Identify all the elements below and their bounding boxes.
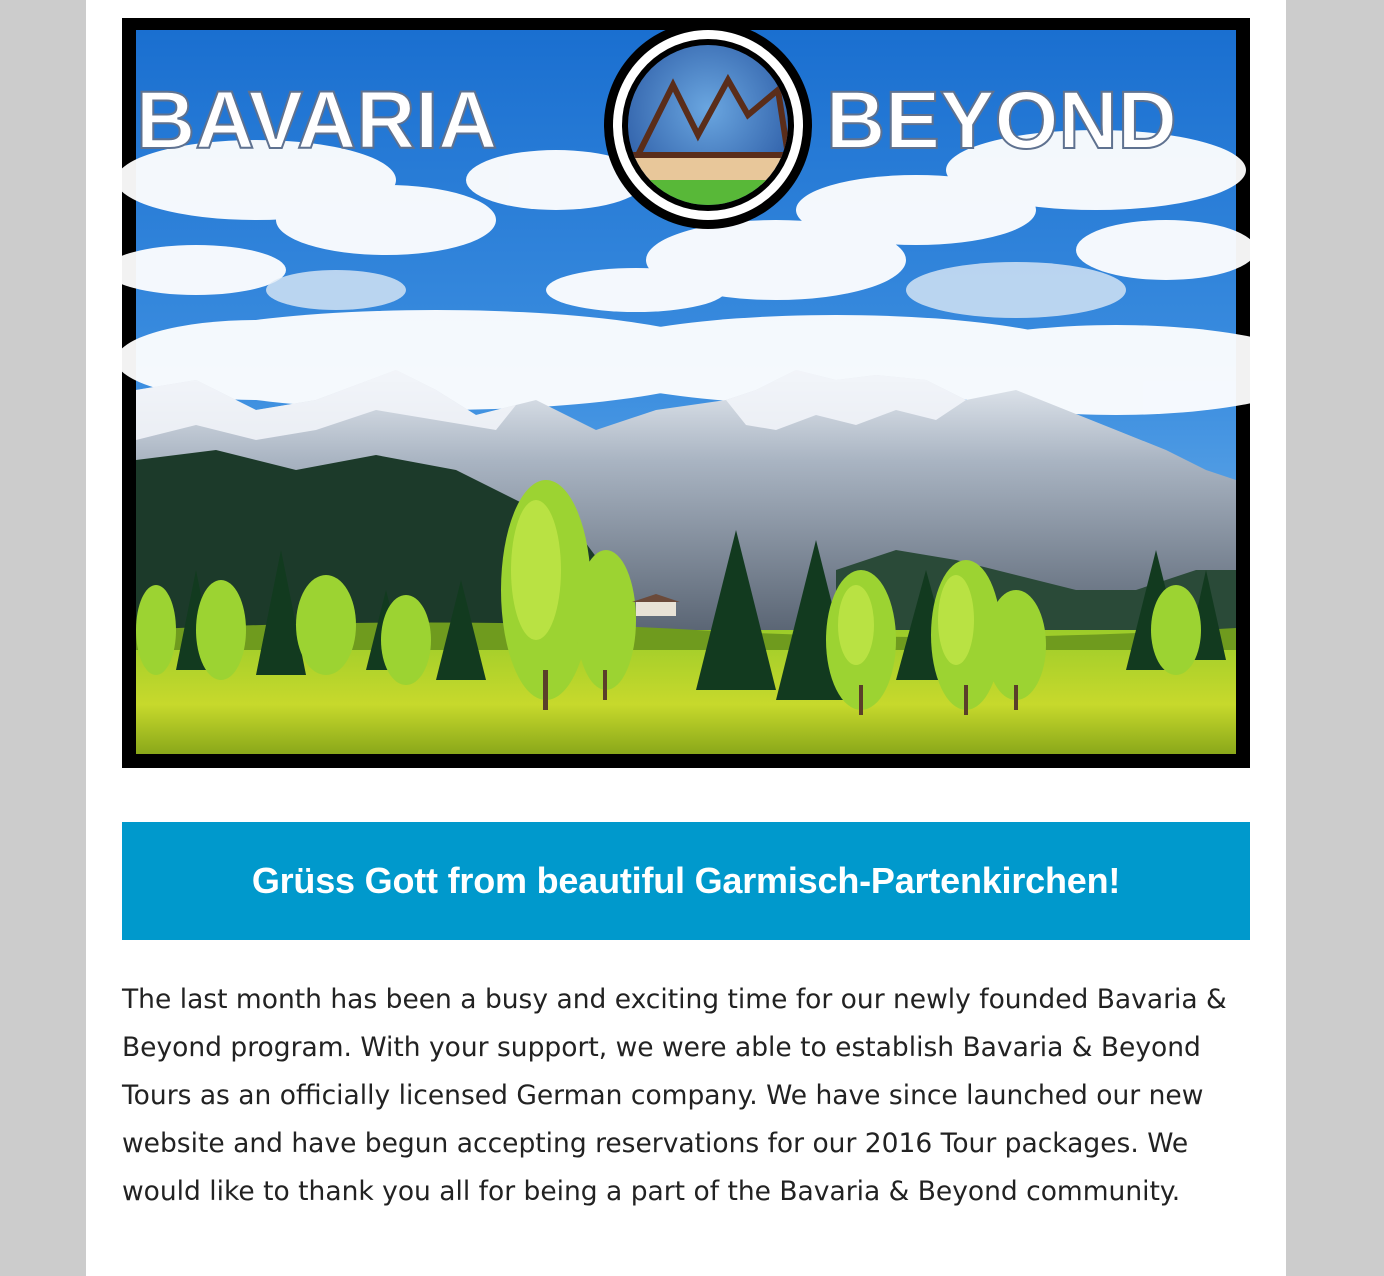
- greeting-heading: Grüss Gott from beautiful Garmisch-Partenkirchen!: [251, 860, 1121, 901]
- hero-image: [122, 18, 1250, 768]
- greeting-banner: [122, 822, 1250, 940]
- logo-left-word: BAVARIA: [136, 75, 498, 166]
- logo-right-word: BEYOND: [826, 75, 1177, 166]
- intro-paragraph: The last month has been a busy and exciting time for our newly founded Bavaria & Beyond program. With your support, we were able to establish Bavaria & Beyond Tours as an officially licensed German company. We have since launched our new website and have begun accepting reservations for our 2016 Tour packages. We would like to thank you all for being a part of the Bavaria & Beyond community.: [122, 984, 1227, 1207]
- logo-emblem: [604, 21, 812, 229]
- email-content: [86, 0, 1286, 1276]
